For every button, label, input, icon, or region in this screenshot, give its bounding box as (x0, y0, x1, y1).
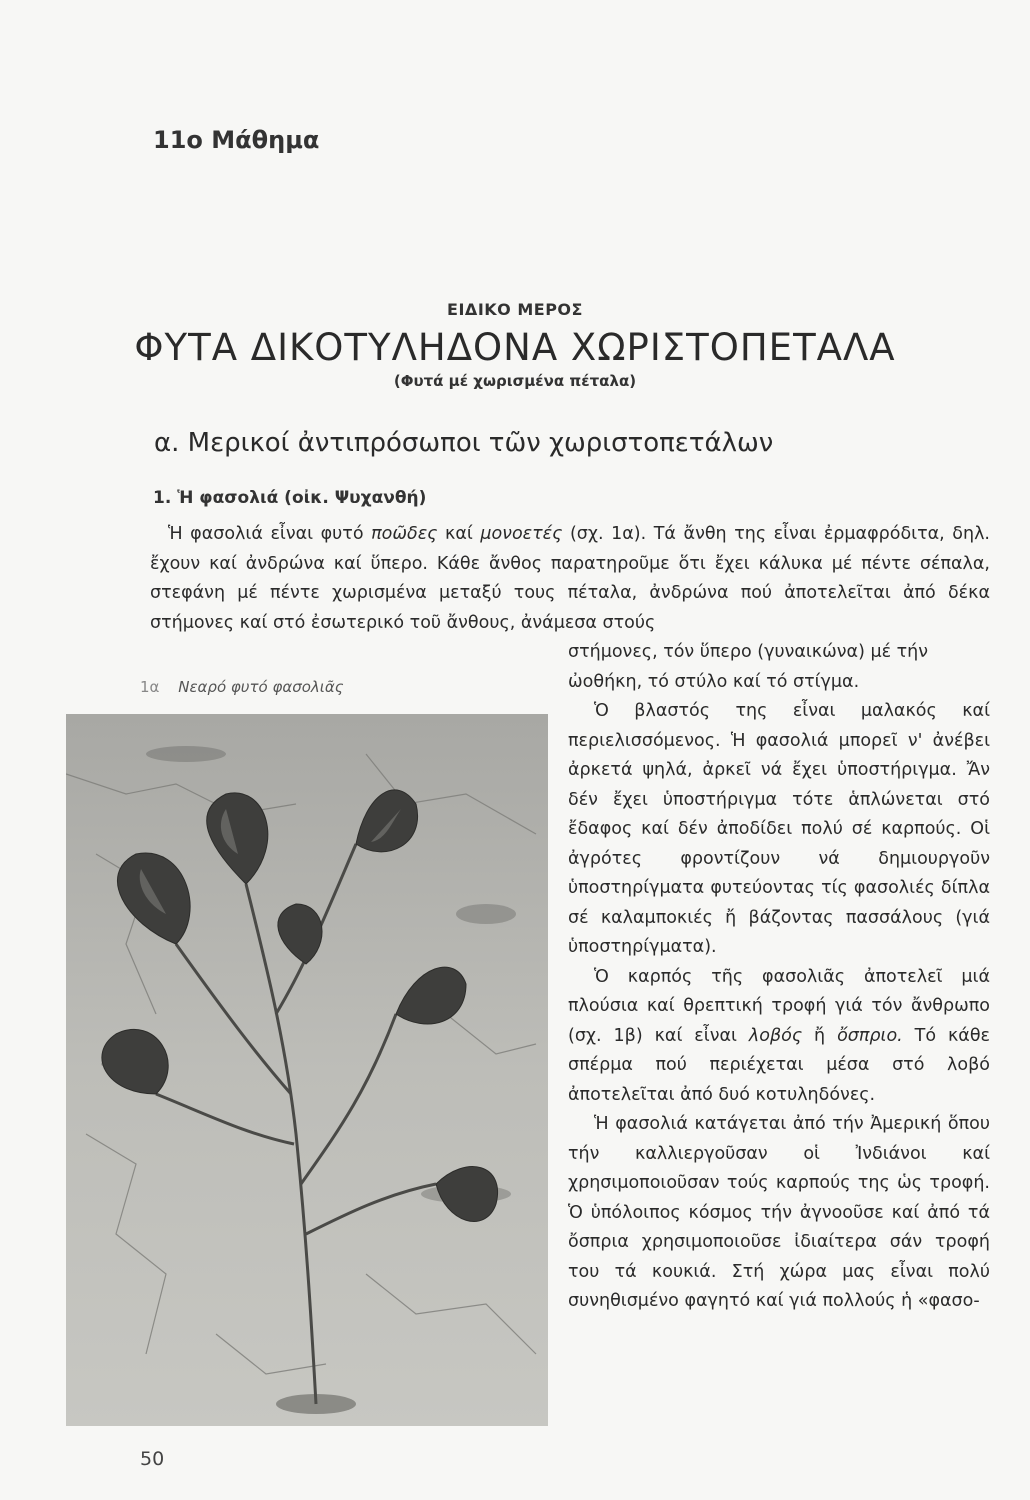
right-column (568, 697, 990, 1317)
intro-line-5: στήμονες, τόν ὕπερο (γυναικώνα) μέ τήν (568, 642, 929, 662)
fruit-text-2: ἤ (802, 1025, 838, 1046)
fruit-term-1: λοβός (748, 1025, 803, 1046)
figure-caption-text: Νεαρό φυτό φασολιᾶς (178, 678, 344, 696)
intro-paragraph (150, 520, 990, 638)
page-number: 50 (140, 1448, 165, 1470)
intro-text-2: καί (437, 524, 481, 544)
fruit-term-2: ὄσπριο. (837, 1025, 903, 1046)
intro-term-2: μονοετές (480, 524, 563, 544)
subtitle: (Φυτά μέ χωρισμένα πέταλα) (393, 372, 637, 390)
intro-term-1: ποῶδες (371, 524, 438, 544)
section-heading: α. Μερικοί ἀντιπρόσωποι τῶν χωριστοπετάλων (154, 428, 774, 458)
intro-line-6: ὠοθήκη, τό στύλο καί τό στίγμα. (568, 671, 860, 692)
intro-text-1: Ἡ φασολιά εἶναι φυτό (168, 524, 372, 544)
fruit-text-3: Τό κάθε σπέρμα πού περιέχεται μέσα στό λοβό ἀποτελεῖται ἀπό δυό κοτυληδόνες. (568, 1025, 991, 1105)
figure-number: 1α (140, 678, 160, 696)
special-part-label: ΕΙΔΙΚΟ ΜΕΡΟΣ (447, 300, 583, 319)
stem-paragraph: Ὁ βλαστός της εἶναι μαλακός καί περιελισσόμενος. Ἡ φασολιά μπορεῖ ν' ἀνέβει ἀρκετά ψηλά, ἀρκεῖ νά ἔχει ὑποστήριγμα. Ἄν δέν ἔχει ὑποστήριγμα τότε ἁπλώνεται στό ἔδαφος καί δέν ἀποδίδει πολύ σέ καρπούς. Οἱ ἀγρότες φροντίζουν νά δημιουργοῦν ὑποστηρίγματα φυτεύοντας τίς φασολιές δίπλα σέ καλαμποκιές ἤ βάζοντας πασσάλους (γιά ὑποστηρίγματα). (568, 701, 990, 957)
intro-text-3: (σχ. 1α). Τά ἄνθη της εἶναι ἐρμαφρόδιτα, δηλ. ἔχουν καί ἀνδρώνα καί ὕπερο. Κάθε ἄνθος παρατηροῦμε ὅτι ἔχει κάλυκα μέ πέντε σέπαλα, στεφάνη μέ πέντε χωρισμένα μεταξύ τους πέταλα, ἀνδρώνα πού ἀποτελεῖται ἀπό δέκα στήμονες καί στό ἐσωτερικό τοῦ ἄνθους, ἀνάμεσα στούς (150, 524, 990, 633)
lesson-heading: 11ο Μάθημα (153, 126, 320, 154)
fruit-paragraph (568, 963, 990, 1111)
fruit-text-1: Ὁ καρπός τῆς φασολιᾶς ἀποτελεῖ μιά πλούσια καί θρεπτική τροφή γιά τόν ἄνθρωπο (σχ. 1β) καί εἶναι (568, 966, 990, 1046)
origin-paragraph: Ἡ φασολιά κατάγεται ἀπό τήν Ἀμερική ὅπου τήν καλλιεργοῦσαν οἱ Ἰνδιάνοι καί χρησιμοποιοῦσαν τούς καρπούς της ὡς τροφή. Ὁ ὑπόλοιπος κόσμος τήν ἀγνοοῦσε καί ἀπό τά ὄσπρια χρησιμοποιοῦσε ἰδιαίτερα σάν τροφή του τά κουκιά. Στή χώρα μας εἶναι πολύ συνηθισμένο φαγητό καί γιά πολλούς ἡ «φασο- (568, 1114, 990, 1311)
intro-continuation (568, 638, 990, 697)
main-title: ΦΥΤΑ ΔΙΚΟΤΥΛΗΔΟΝΑ ΧΩΡΙΣΤΟΠΕΤΑΛΑ (134, 326, 896, 369)
figure-caption (140, 678, 344, 696)
item-heading: 1. Ἡ φασολιά (οἰκ. Ψυχανθή) (153, 488, 427, 508)
bean-plant-photo (66, 714, 548, 1426)
